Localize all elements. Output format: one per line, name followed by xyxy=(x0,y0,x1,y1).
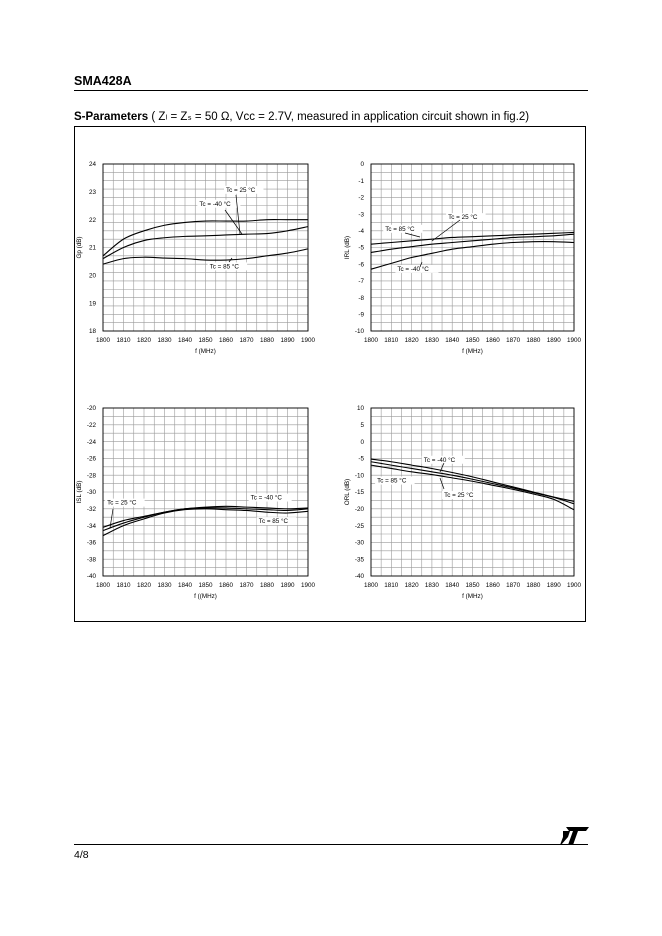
chart4-y-tick-label: 0 xyxy=(360,438,364,446)
chart4-x-tick-label: 1840 xyxy=(445,582,460,589)
chart2-annotation-label: Tc = 85 °C xyxy=(385,225,415,233)
chart3-y-tick-label: -24 xyxy=(86,438,96,446)
chart2-y-tick-label: -10 xyxy=(354,328,364,336)
chart3-x-tick-label: 1810 xyxy=(116,582,131,589)
chart4-y-tick-label: -15 xyxy=(354,489,364,497)
chart4-y-tick-label: -30 xyxy=(354,539,364,547)
chart2-x-tick-label: 1800 xyxy=(363,337,379,344)
chart1-x-tick-label: 1870 xyxy=(239,337,254,344)
chart4-annotation-label: Tc = 85 °C xyxy=(377,477,407,485)
chart1-y-tick-label: 21 xyxy=(88,244,96,252)
chart1-x-tick-label: 1890 xyxy=(280,337,295,344)
chart2-x-axis-label: f (MHz) xyxy=(462,348,483,355)
chart1-y-axis-label: Gp (dB) xyxy=(76,236,83,259)
chart3-x-tick-label: 1850 xyxy=(198,582,213,589)
chart3-y-tick-label: -38 xyxy=(86,556,96,564)
chart4-x-tick-label: 1870 xyxy=(506,582,521,589)
chart4-y-tick-label: 5 xyxy=(360,422,364,429)
chart1-x-tick-label: 1880 xyxy=(259,337,275,344)
chart3-x-tick-label: 1870 xyxy=(239,582,254,589)
chart1-y-tick-label: 23 xyxy=(88,189,96,197)
chart3-annotation-label: Tc = -40 °C xyxy=(250,494,282,502)
chart2-annotation-label: Tc = -40 °C xyxy=(397,265,429,273)
chart4-x-tick-label: 1860 xyxy=(485,582,500,589)
chart3-y-tick-label: -28 xyxy=(86,472,96,480)
chart4-annotation-label: Tc = -40 °C xyxy=(423,456,456,464)
chart3-y-tick-label: -36 xyxy=(86,539,96,547)
chart3-y-tick-label: -26 xyxy=(86,455,96,463)
chart3-x-tick-label: 1890 xyxy=(280,582,295,589)
chart4-x-axis-label: f (MHz) xyxy=(462,593,483,600)
annotation-leader-line xyxy=(225,210,242,234)
chart2-y-tick-label: -5 xyxy=(358,244,364,252)
chart2-y-axis-label: IRL (dB) xyxy=(344,235,351,260)
chart4-x-tick-label: 1880 xyxy=(526,582,541,589)
document-title: SMA428A xyxy=(74,74,132,88)
chart1-x-tick-label: 1900 xyxy=(300,337,316,344)
chart1-x-axis-label: f (MHz) xyxy=(195,348,216,355)
chart3-x-tick-label: 1830 xyxy=(157,582,172,589)
chart1-x-tick-label: 1830 xyxy=(157,337,172,344)
chart4-x-tick-label: 1900 xyxy=(566,582,582,589)
chart4-x-tick-label: 1810 xyxy=(384,582,399,589)
chart2-y-tick-label: -8 xyxy=(358,294,364,302)
chart4-x-tick-label: 1830 xyxy=(424,582,439,589)
chart1-annotation-label: Tc = -40 °C xyxy=(199,200,231,208)
chart3-x-tick-label: 1820 xyxy=(136,582,152,589)
chart3-x-tick-label: 1800 xyxy=(95,582,111,589)
chart4-y-axis-label: ORL (dB) xyxy=(344,478,351,506)
chart3-x-tick-label: 1880 xyxy=(259,582,275,589)
chart2-y-tick-label: -1 xyxy=(358,177,364,185)
chart2-x-tick-label: 1870 xyxy=(506,337,521,344)
chart2-y-tick-label: -7 xyxy=(358,278,364,286)
chart1-x-tick-label: 1810 xyxy=(116,337,131,344)
chart1-y-tick-label: 19 xyxy=(88,300,96,308)
section-title-bold: S-Parameters xyxy=(74,111,149,123)
chart3-y-tick-label: -34 xyxy=(86,522,96,530)
chart2-y-tick-label: -6 xyxy=(358,261,364,269)
chart3-x-tick-label: 1840 xyxy=(177,582,193,589)
chart4-y-tick-label: -35 xyxy=(354,556,364,564)
chart3-annotation-label: Tc = 85 °C xyxy=(258,518,289,526)
chart2-x-tick-label: 1820 xyxy=(404,337,419,344)
chart2-x-tick-label: 1860 xyxy=(485,337,500,344)
chart2-y-tick-label: 0 xyxy=(360,161,364,169)
chart4-y-tick-label: -5 xyxy=(358,455,364,463)
chart2-x-tick-label: 1900 xyxy=(566,337,582,344)
chart2-x-tick-label: 1850 xyxy=(465,337,480,344)
chart3-y-tick-label: -32 xyxy=(86,506,96,513)
chart4-y-tick-label: -10 xyxy=(354,472,364,480)
chart4-y-tick-label: -40 xyxy=(354,573,364,581)
chart1-annotation-label: Tc = 85 °C xyxy=(209,263,239,271)
chart2-x-tick-label: 1830 xyxy=(424,337,439,344)
page-number: 4/8 xyxy=(74,849,89,861)
chart1-x-tick-label: 1840 xyxy=(177,337,193,344)
annotation-leader-line xyxy=(405,233,420,237)
chart4-x-tick-label: 1800 xyxy=(363,582,379,589)
chart3-y-tick-label: -20 xyxy=(86,405,96,413)
footer-rule xyxy=(74,844,588,845)
st-logo xyxy=(560,826,590,846)
chart4-y-tick-label: 10 xyxy=(356,405,364,413)
chart1-annotation-label: Tc = 25 °C xyxy=(226,186,256,194)
chart2-x-tick-label: 1810 xyxy=(384,337,399,344)
chart3-x-tick-label: 1900 xyxy=(300,582,316,589)
chart3-annotation-label: Tc = 25 °C xyxy=(107,499,137,507)
chart3-y-tick-label: -30 xyxy=(86,489,96,497)
annotation-leader-line xyxy=(110,509,113,528)
chart1-x-tick-label: 1860 xyxy=(218,337,234,344)
chart1-y-tick-label: 22 xyxy=(88,216,96,224)
chart2-y-tick-label: -3 xyxy=(358,211,364,219)
chart2-x-tick-label: 1880 xyxy=(526,337,541,344)
chart2-x-tick-label: 1890 xyxy=(546,337,561,344)
chart4-y-tick-label: -20 xyxy=(354,506,364,513)
chart2-y-tick-label: -2 xyxy=(358,194,364,202)
chart4-x-tick-label: 1850 xyxy=(465,582,480,589)
chart3-y-tick-label: -40 xyxy=(86,573,96,581)
chart1-y-tick-label: 24 xyxy=(88,161,96,169)
chart2-y-tick-label: -4 xyxy=(358,228,364,235)
chart2-annotation-label: Tc = 25 °C xyxy=(448,214,478,222)
chart3-y-axis-label: ISL (dB) xyxy=(76,480,83,504)
chart3-x-tick-label: 1860 xyxy=(218,582,234,589)
chart1-x-tick-label: 1820 xyxy=(136,337,152,344)
chart4-y-tick-label: -25 xyxy=(354,522,364,530)
chart1-x-tick-label: 1850 xyxy=(198,337,213,344)
chart4-x-tick-label: 1890 xyxy=(546,582,561,589)
chart2-y-tick-label: -9 xyxy=(358,311,364,319)
chart1-y-tick-label: 18 xyxy=(88,328,96,336)
chart4-x-tick-label: 1820 xyxy=(404,582,419,589)
chart1-y-tick-label: 20 xyxy=(88,272,96,280)
chart1-x-tick-label: 1800 xyxy=(95,337,111,344)
chart3-y-tick-label: -22 xyxy=(86,422,96,429)
chart2-x-tick-label: 1840 xyxy=(445,337,460,344)
chart3-x-axis-label: f ((MHz) xyxy=(194,593,217,600)
chart4-annotation-label: Tc = 25 °C xyxy=(444,492,474,500)
section-title-conditions: ( Zₗ = Zₛ = 50 Ω, Vcc = 2.7V, measured in application circuit shown in fig.2) xyxy=(148,111,530,123)
